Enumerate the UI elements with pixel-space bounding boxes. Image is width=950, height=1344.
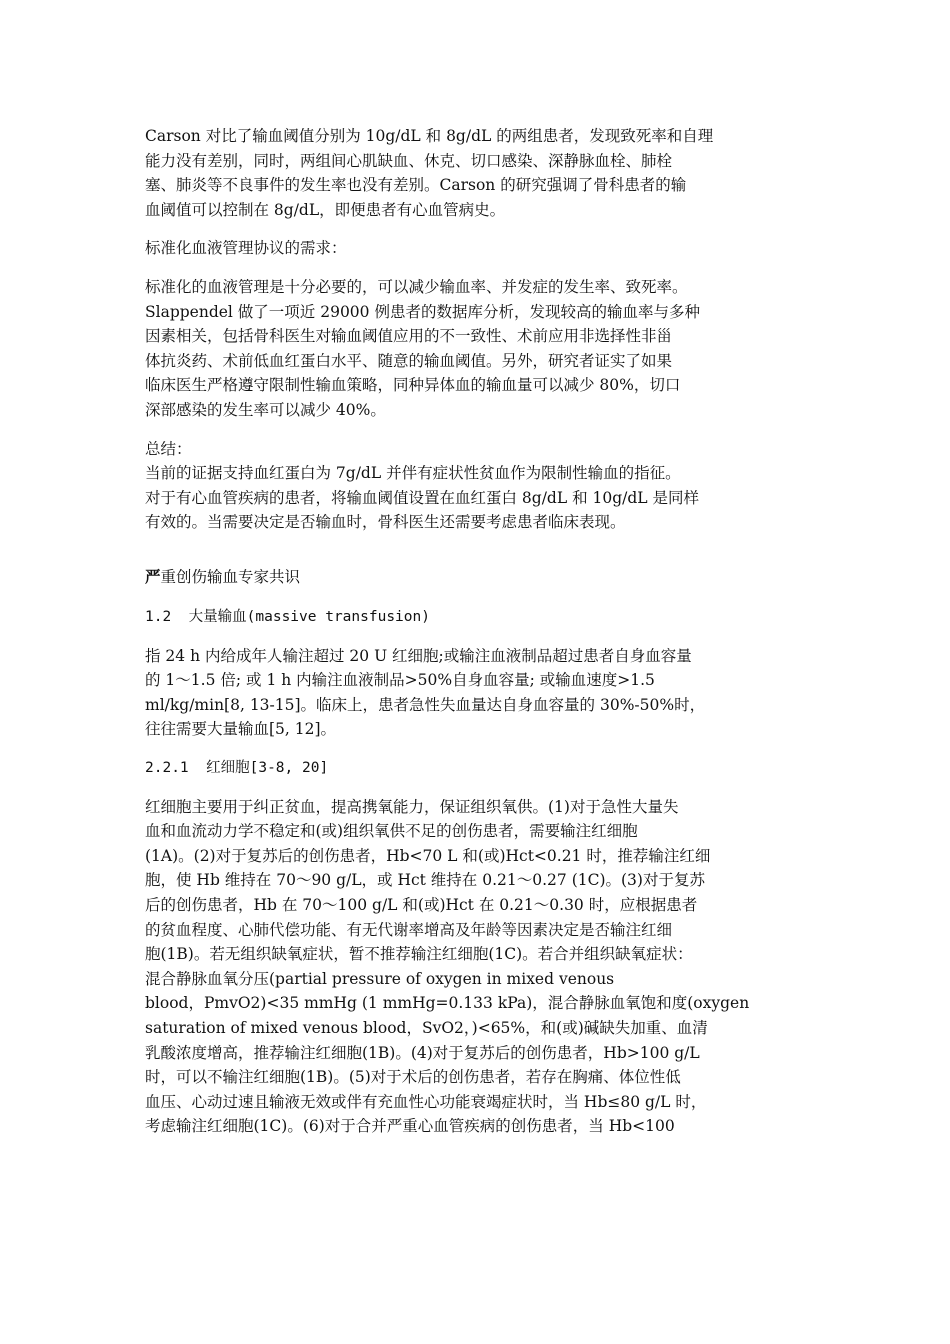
document-page (145, 124, 815, 1139)
consensus-title (145, 565, 815, 590)
text-line: 临床医生严格遵守限制性输血策略，同种异体血的输血量可以减少 80%，切口 (145, 376, 681, 395)
text-line: 的贫血程度、心肺代偿功能、有无代谢率增高及年龄等因素决定是否输注红细 (145, 920, 673, 939)
summary-heading: 总结： (145, 439, 192, 458)
rbc-heading: 2.2.1 红细胞[3-8, 20] (145, 759, 329, 776)
text-line: 标准化的血液管理是十分必要的，可以减少输血率、并发症的发生率、致死率。 (145, 277, 688, 296)
text-line: 往往需要大量输血[5, 12]。 (145, 720, 337, 739)
text-line: 因素相关，包括骨科医生对输血阈值应用的不一致性、术前应用非选择性非甾 (145, 327, 673, 346)
text-line: 乳酸浓度增高，推荐输注红细胞(1B)。(4)对于复苏后的创伤患者，Hb>100 g/L (145, 1043, 700, 1062)
text-line: 胞(1B)。若无组织缺氧症状，暂不推荐输注红细胞(1C)。若合并组织缺氧症状： (145, 945, 693, 964)
text-line: 时，可以不输注红细胞(1B)。(5)对于术后的创伤患者，若存在胸痛、体位性低 (145, 1068, 681, 1087)
text-line: 指 24 h 内给成年人输注超过 20 U 红细胞;或输注血液制品超过患者自身血容量 (145, 646, 692, 665)
text-line: 有效的。当需要决定是否输血时，骨科医生还需要考虑患者临床表现。 (145, 513, 626, 532)
consensus-title-rest: 重创伤输血专家共识 (160, 567, 301, 586)
text-line: 混合静脉血氧分压(partial pressure of oxygen in mixed venous (145, 969, 615, 988)
text-line: 红细胞主要用于纠正贫血，提高携氧能力，保证组织氧供。(1)对于急性大量失 (145, 797, 679, 816)
text-line: 能力没有差别，同时，两组间心肌缺血、休克、切口感染、深静脉血栓、肺栓 (145, 151, 673, 170)
text-line: 深部感染的发生率可以减少 40%。 (145, 400, 386, 419)
carson-paragraph (145, 124, 815, 222)
text-line: 胞，使 Hb 维持在 70～90 g/L，或 Hct 维持在 0.21～0.27 (1C)。(3)对于复苏 (145, 871, 705, 890)
text-line: 后的创伤患者，Hb 在 70～100 g/L 和(或)Hct 在 0.21～0.30 时，应根据患者 (145, 895, 698, 914)
text-line: 血压、心动过速且输液无效或伴有充血性心功能衰竭症状时，当 Hb≤80 g/L 时， (145, 1092, 707, 1111)
text-line: saturation of mixed venous blood，SvO2，)<65%，和(或)碱缺失加重、血清 (145, 1018, 708, 1037)
text-line: 血和血流动力学不稳定和(或)组织氧供不足的创伤患者，需要输注红细胞 (145, 822, 638, 841)
text-line: blood，PmvO2)<35 mmHg (1 mmHg=0.133 kPa)，混合静脉血氧饱和度(oxygen (145, 994, 750, 1013)
text-line: 体抗炎药、术前低血红蛋白水平、随意的输血阈值。另外，研究者证实了如果 (145, 351, 673, 370)
text-line: ml/kg/min[8, 13-15]。临床上，患者急性失血量达自身血容量的 30%-50%时， (145, 695, 706, 714)
rbc-paragraph (145, 795, 815, 1139)
text-line: (1A)。(2)对于复苏后的创伤患者，Hb<70 L 和(或)Hct<0.21 时，推荐输注红细 (145, 846, 711, 865)
text-line: Slappendel 做了一项近 29000 例患者的数据库分析，发现较高的输血率与多种 (145, 302, 700, 321)
text-line: 塞、肺炎等不良事件的发生率也没有差别。Carson 的研究强调了骨科患者的输 (145, 176, 687, 195)
standard-paragraph (145, 275, 815, 423)
massive-transfusion-heading: 1.2 大量输血(massive transfusion) (145, 609, 430, 625)
consensus-title-first-char: 严 (145, 566, 161, 586)
text-line: 考虑输注红细胞(1C)。(6)对于合并严重心血管疾病的创伤患者，当 Hb<100 (145, 1117, 675, 1136)
text-line: 的 1～1.5 倍; 或 1 h 内输注血液制品>50%自身血容量; 或输血速度>1.5 (145, 671, 655, 690)
text-line: 血阈值可以控制在 8g/dL，即便患者有心血管病史。 (145, 200, 506, 219)
text-line: 当前的证据支持血红蛋白为 7g/dL 并伴有症状性贫血作为限制性输血的指征。 (145, 464, 681, 483)
massive-transfusion-paragraph (145, 644, 815, 742)
standard-heading: 标准化血液管理协议的需求： (145, 239, 347, 258)
summary-paragraph (145, 461, 815, 535)
text-line: 对于有心血管疾病的患者，将输血阈值设置在血红蛋白 8g/dL 和 10g/dL 是同样 (145, 488, 700, 507)
text-line: Carson 对比了输血阈值分别为 10g/dL 和 8g/dL 的两组患者，发现致死率和自理 (145, 127, 714, 145)
